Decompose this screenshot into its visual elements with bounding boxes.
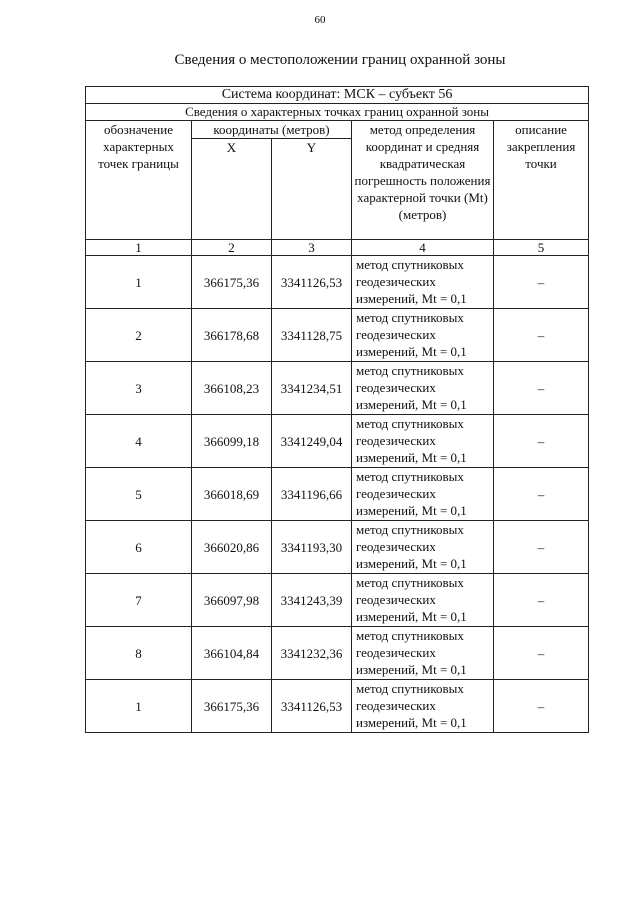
x-coordinate-cell: 366020,86 (192, 521, 272, 574)
method-cell (352, 362, 494, 415)
method-line: метод спутниковых (356, 628, 464, 643)
description-cell: – (494, 627, 589, 680)
method-cell (352, 521, 494, 574)
y-coordinate-cell: 3341249,04 (272, 415, 352, 468)
method-line: метод спутниковых (356, 310, 464, 325)
description-cell: – (494, 309, 589, 362)
method-cell (352, 574, 494, 627)
method-line: метод спутниковых (356, 575, 464, 590)
point-cell: 1 (86, 256, 192, 309)
point-cell: 3 (86, 362, 192, 415)
method-line: геодезических (356, 380, 436, 395)
x-coordinate-cell: 366104,84 (192, 627, 272, 680)
description-cell: – (494, 415, 589, 468)
method-line: метод спутниковых (356, 681, 464, 696)
method-line: геодезических (356, 327, 436, 342)
description-cell: – (494, 362, 589, 415)
method-line: геодезических (356, 592, 436, 607)
coord-system-cell: Система координат: МСК – субъект 56 (86, 87, 589, 104)
header-x: X (192, 139, 272, 240)
method-line: геодезических (356, 539, 436, 554)
table-row (86, 627, 589, 680)
y-coordinate-cell: 3341126,53 (272, 256, 352, 309)
table-row (86, 574, 589, 627)
table-row (86, 362, 589, 415)
point-cell: 8 (86, 627, 192, 680)
table-row (86, 415, 589, 468)
method-cell (352, 680, 494, 733)
method-cell (352, 256, 494, 309)
method-line: измерений, Mt = 0,1 (356, 450, 467, 465)
x-coordinate-cell: 366175,36 (192, 256, 272, 309)
method-line: измерений, Mt = 0,1 (356, 344, 467, 359)
header-row (86, 121, 589, 139)
header-coordinates: координаты (метров) (192, 121, 352, 139)
x-coordinate-cell: 366178,68 (192, 309, 272, 362)
method-cell (352, 468, 494, 521)
column-number: 3 (272, 240, 352, 256)
method-cell (352, 415, 494, 468)
description-cell: – (494, 521, 589, 574)
method-line: измерений, Mt = 0,1 (356, 503, 467, 518)
method-line: измерений, Mt = 0,1 (356, 556, 467, 571)
point-cell: 5 (86, 468, 192, 521)
method-line: метод спутниковых (356, 469, 464, 484)
method-cell (352, 627, 494, 680)
table-row (86, 468, 589, 521)
y-coordinate-cell: 3341128,75 (272, 309, 352, 362)
header-point-designation: обозначение характерных точек границы (86, 121, 192, 240)
x-coordinate-cell: 366108,23 (192, 362, 272, 415)
method-line: геодезических (356, 433, 436, 448)
method-line: метод спутниковых (356, 257, 464, 272)
x-coordinate-cell: 366018,69 (192, 468, 272, 521)
description-cell: – (494, 256, 589, 309)
coord-system-row (86, 87, 589, 104)
description-cell: – (494, 468, 589, 521)
header-y: Y (272, 139, 352, 240)
method-line: геодезических (356, 698, 436, 713)
table-row (86, 309, 589, 362)
y-coordinate-cell: 3341234,51 (272, 362, 352, 415)
description-cell: – (494, 574, 589, 627)
point-cell: 7 (86, 574, 192, 627)
method-line: метод спутниковых (356, 363, 464, 378)
point-cell: 4 (86, 415, 192, 468)
method-line: измерений, Mt = 0,1 (356, 662, 467, 677)
method-line: метод спутниковых (356, 522, 464, 537)
boundary-points-table (85, 86, 589, 733)
x-coordinate-cell: 366099,18 (192, 415, 272, 468)
method-line: измерений, Mt = 0,1 (356, 715, 467, 730)
y-coordinate-cell: 3341196,66 (272, 468, 352, 521)
header-point-description: описание закрепления точки (494, 121, 589, 240)
method-line: измерений, Mt = 0,1 (356, 609, 467, 624)
page-number: 60 (314, 14, 326, 26)
table-row (86, 256, 589, 309)
point-cell: 6 (86, 521, 192, 574)
column-number: 5 (494, 240, 589, 256)
method-line: геодезических (356, 645, 436, 660)
x-coordinate-cell: 366175,36 (192, 680, 272, 733)
y-coordinate-cell: 3341232,36 (272, 627, 352, 680)
method-line: геодезических (356, 274, 436, 289)
point-cell: 1 (86, 680, 192, 733)
table-subtitle: Сведения о характерных точках границ охранной зоны (86, 104, 589, 121)
column-numbers-row (86, 240, 589, 256)
table-row (86, 680, 589, 733)
method-line: измерений, Mt = 0,1 (356, 291, 467, 306)
column-number: 4 (352, 240, 494, 256)
column-number: 1 (86, 240, 192, 256)
document-title: Сведения о местоположении границ охранной зоны (174, 52, 506, 68)
method-line: метод спутниковых (356, 416, 464, 431)
method-line: измерений, Mt = 0,1 (356, 397, 467, 412)
x-coordinate-cell: 366097,98 (192, 574, 272, 627)
table-row (86, 521, 589, 574)
subtitle-row (86, 104, 589, 121)
y-coordinate-cell: 3341126,53 (272, 680, 352, 733)
method-cell (352, 309, 494, 362)
y-coordinate-cell: 3341243,39 (272, 574, 352, 627)
point-cell: 2 (86, 309, 192, 362)
column-number: 2 (192, 240, 272, 256)
description-cell: – (494, 680, 589, 733)
method-line: геодезических (356, 486, 436, 501)
header-method: метод определения координат и средняя квадратическая погрешность положения характерной точки (Mt) (метров) (352, 121, 494, 240)
y-coordinate-cell: 3341193,30 (272, 521, 352, 574)
